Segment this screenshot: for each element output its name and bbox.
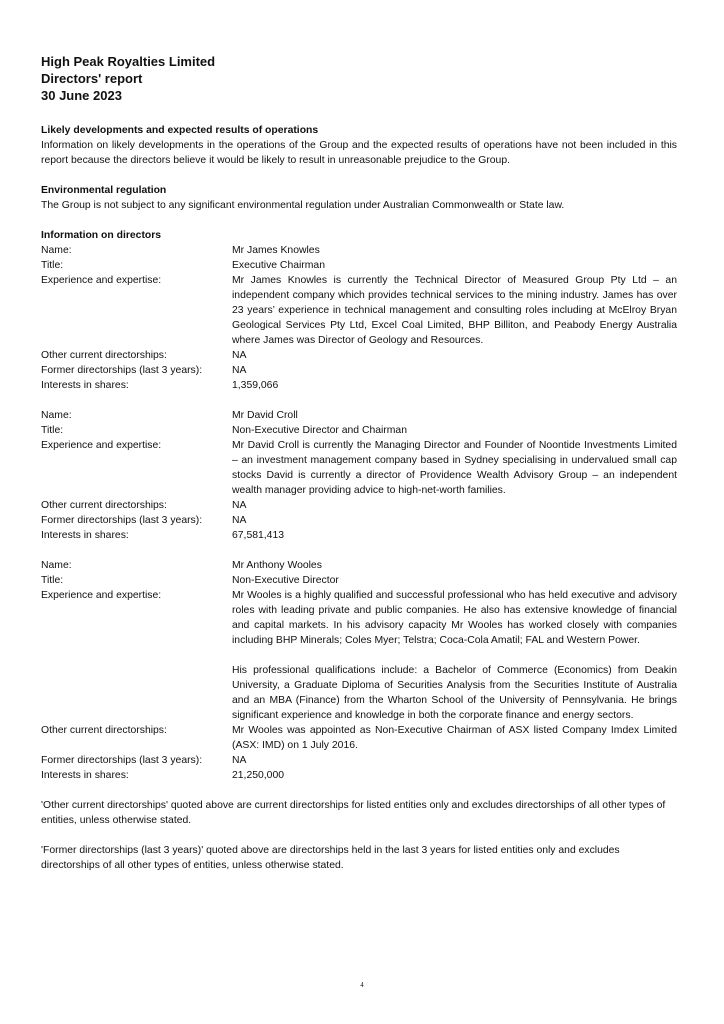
paragraph-spacer	[232, 648, 677, 663]
name-label: Name:	[41, 560, 72, 571]
director-other-directorships: NA	[232, 350, 247, 361]
note-other-directorships: 'Other current directorships' quoted above are current directorships for listed entities only and excludes directorships of all other types of entities, unless otherwise stated.	[41, 800, 666, 826]
document-page	[41, 53, 677, 873]
former-directorships-label: Former directorships (last 3 years):	[41, 515, 203, 526]
director-other-directorships: Mr Wooles was appointed as Non-Executive Chairman of ASX listed Company Imdex Limited (ASX: IMD) on 1 July 2016.	[232, 725, 677, 751]
interests-label: Interests in shares:	[41, 380, 129, 391]
director-title: Executive Chairman	[232, 260, 325, 271]
director-title: Non-Executive Director and Chairman	[232, 425, 407, 436]
experience-label: Experience and expertise:	[41, 440, 162, 451]
director-other-directorships: NA	[232, 500, 247, 511]
name-label: Name:	[41, 245, 72, 256]
director-title: Non-Executive Director	[232, 575, 339, 586]
interests-label: Interests in shares:	[41, 530, 129, 541]
other-directorships-label: Other current directorships:	[41, 500, 167, 511]
company-name: High Peak Royalties Limited	[41, 54, 216, 69]
director-interests: 21,250,000	[232, 770, 285, 781]
environmental-regulation-text: The Group is not subject to any significant environmental regulation under Australian Commonwealth or State law.	[41, 200, 565, 211]
likely-developments-text: Information on likely developments in the operations of the Group and the expected results of operations have not been included in this report because the directors believe it would be likely to result in unreasonable prejudice to the Group.	[41, 140, 677, 166]
director-name: Mr James Knowles	[232, 245, 320, 256]
director-interests: 1,359,066	[232, 380, 279, 391]
report-header	[41, 53, 677, 104]
director-experience: Mr David Croll is currently the Managing Director and Founder of Noontide Investments Limited – an investment management company based in Sydney specialising in undervalued small cap stocks David is currently a director of Providence Wealth Advisory Group – an independent wealth manager providing advice to high-net-worth families.	[232, 440, 677, 496]
report-date: 30 June 2023	[41, 88, 122, 103]
title-label: Title:	[41, 425, 64, 436]
former-directorships-label: Former directorships (last 3 years):	[41, 365, 203, 376]
director-block	[41, 243, 677, 393]
experience-label: Experience and expertise:	[41, 275, 162, 286]
likely-developments-heading: Likely developments and expected results of operations	[41, 125, 319, 136]
director-former-directorships: NA	[232, 755, 247, 766]
director-experience-continued: His professional qualifications include: a Bachelor of Commerce (Economics) from Deakin University, a Graduate Diploma of Securities Analysis from the Securities Institute of Australia and an MBA (Finance) from the Wharton School of the University of Pennsylvania. He brings significant experience and knowledge in both the corporate finance and energy sectors.	[232, 665, 677, 721]
director-name: Mr David Croll	[232, 410, 298, 421]
director-experience: Mr James Knowles is currently the Technical Director of Measured Group Pty Ltd – an independent company which provides technical services to the mining industry. James has over 23 years’ experience in technical management and consulting roles including at McElroy Bryan Geological Services Pty Ltd, Excel Coal Limited, BHP Billiton, and Peabody Energy Australia where James was Director of Geology and Resources.	[232, 275, 677, 346]
likely-developments-section	[41, 123, 677, 168]
name-label: Name:	[41, 410, 72, 421]
page-number: 4	[360, 981, 364, 989]
title-label: Title:	[41, 260, 64, 271]
director-name: Mr Anthony Wooles	[232, 560, 322, 571]
director-block	[41, 558, 677, 783]
director-interests: 67,581,413	[232, 530, 285, 541]
note-former-directorships: 'Former directorships (last 3 years)' quoted above are directorships held in the last 3 years for listed entities only and excludes directorships of all other types of entities, unless otherwise stated.	[41, 845, 620, 871]
environmental-regulation-section	[41, 183, 677, 213]
interests-label: Interests in shares:	[41, 770, 129, 781]
title-label: Title:	[41, 575, 64, 586]
other-directorships-label: Other current directorships:	[41, 350, 167, 361]
environmental-regulation-heading: Environmental regulation	[41, 185, 167, 196]
report-title: Directors' report	[41, 71, 143, 86]
directors-heading: Information on directors	[41, 230, 162, 241]
director-former-directorships: NA	[232, 365, 247, 376]
director-experience: Mr Wooles is a highly qualified and successful professional who has held executive and advisory roles with leading private and public companies. He also has extensive knowledge of financial and capital markets. In his advisory capacity Mr Wooles has worked closely with companies including BHP Minerals; Coles Myer; Telstra; Coca-Cola Amatil; FAL and Western Power.	[232, 590, 677, 646]
experience-label: Experience and expertise:	[41, 590, 162, 601]
director-former-directorships: NA	[232, 515, 247, 526]
director-block	[41, 408, 677, 543]
former-directorships-label: Former directorships (last 3 years):	[41, 755, 203, 766]
other-directorships-label: Other current directorships:	[41, 725, 167, 736]
